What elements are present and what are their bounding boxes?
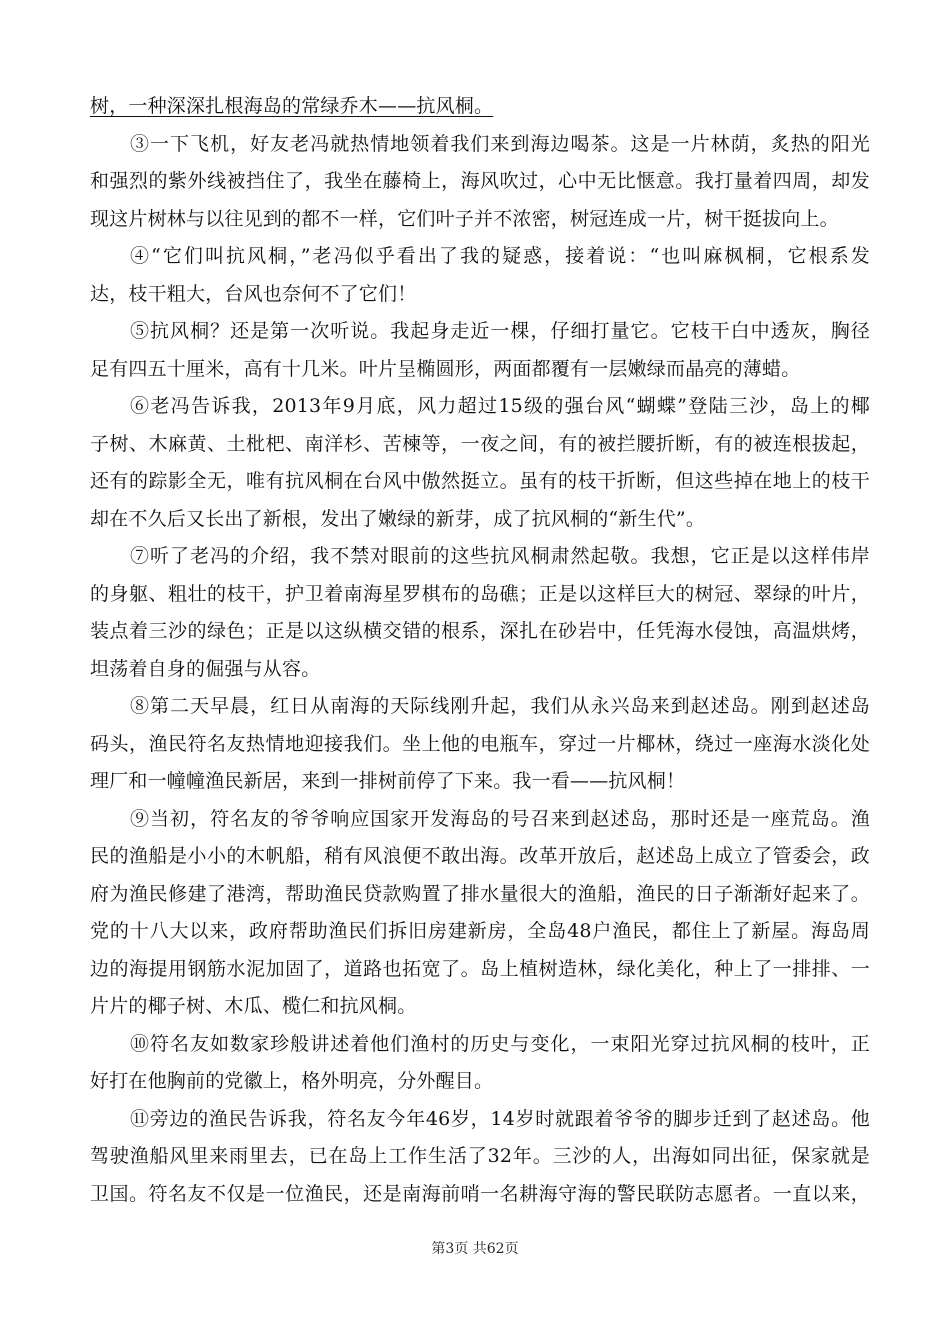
text-line-content: 却在不久后又长出了新根，发出了嫩绿的新芽，成了抗风桐的“新生代”。 — [90, 507, 706, 530]
document-body — [90, 88, 870, 1213]
text-line-content: 和强烈的紫外线被挡住了，我坐在藤椅上，海风吹过，心中无比惬意。我打量着四周，却发 — [90, 170, 870, 192]
text-line — [90, 238, 870, 276]
text-line-content: 府为渔民修建了港湾，帮助渔民贷款购置了排水量很大的渔船，渔民的日子渐渐好起来了。 — [90, 882, 870, 905]
text-line-content: ⑪旁边的渔民告诉我，符名友今年46岁，14岁时就跟着爷爷的脚步迁到了赵述岛。他 — [130, 1107, 870, 1130]
text-line — [90, 913, 870, 951]
text-line-content: 好打在他胸前的党徽上，格外明亮，分外醒目。 — [90, 1070, 494, 1092]
text-line — [90, 726, 870, 764]
text-line-content: ④“它们叫抗风桐，”老冯似乎看出了我的疑惑，接着说：“也叫麻枫桐，它根系发 — [130, 245, 870, 267]
text-line-content: 驾驶渔船风里来雨里去，已在岛上工作生活了32年。三沙的人，出海如同出征，保家就是 — [90, 1145, 870, 1167]
text-line-content: 理厂和一幢幢渔民新居，来到一排树前停了下来。我一看——抗风桐！ — [90, 770, 686, 792]
text-line-content: 片片的椰子树、木瓜、榄仁和抗风桐。 — [90, 995, 417, 1017]
text-line-content: 民的渔船是小小的木帆船，稍有风浪便不敢出海。改革开放后，赵述岛上成立了管委会，政 — [90, 845, 870, 867]
text-line-content: 子树、木麻黄、土枇杷、南洋杉、苦楝等，一夜之间，有的被拦腰折断，有的被连根拔起， — [90, 432, 870, 455]
text-line — [90, 688, 870, 726]
page-footer — [0, 1238, 950, 1258]
text-line — [90, 463, 870, 501]
text-line — [90, 1063, 870, 1101]
text-line — [90, 988, 870, 1026]
text-line-content: ⑨当初，符名友的爷爷响应国家开发海岛的号召来到赵述岛，那时还是一座荒岛。渔 — [130, 807, 870, 830]
text-line — [90, 126, 870, 164]
text-line-content: 边的海提用钢筋水泥加固了，道路也拓宽了。岛上植树造林，绿化美化，种上了一排排、一 — [90, 957, 870, 980]
text-line — [90, 88, 870, 126]
text-line — [90, 276, 870, 314]
text-line-content: ③一下飞机，好友老冯就热情地领着我们来到海边喝茶。这是一片林荫，炙热的阳光 — [130, 132, 870, 155]
text-line-content: 坦荡着自身的倔强与从容。 — [90, 657, 321, 680]
text-line-content: 现这片树林与以往见到的都不一样，它们叶子并不浓密，树冠连成一片，树干挺拔向上。 — [90, 207, 839, 230]
text-line — [90, 763, 870, 801]
text-line-content: ⑦听了老冯的介绍，我不禁对眼前的这些抗风桐肃然起敬。我想，它正是以这样伟岸 — [130, 545, 870, 567]
text-line — [90, 876, 870, 914]
text-line — [90, 838, 870, 876]
text-line-content: ⑩符名友如数家珍般讲述着他们渔村的历史与变化，一束阳光穿过抗风桐的枝叶，正 — [130, 1032, 870, 1055]
text-line — [90, 163, 870, 201]
text-line — [90, 613, 870, 651]
text-line — [90, 538, 870, 576]
text-line — [90, 1176, 870, 1214]
text-line-content: 达，枝干粗大，台风也奈何不了它们！ — [90, 282, 417, 305]
text-line-content: 党的十八大以来，政府帮助渔民们拆旧房建新房，全岛48户渔民，都住上了新屋。海岛周 — [90, 920, 870, 942]
text-line — [90, 426, 870, 464]
text-line-content: 卫国。符名友不仅是一位渔民，还是南海前哨一名耕海守海的警民联防志愿者。一直以来， — [90, 1182, 870, 1205]
text-line-content: ⑧第二天早晨，红日从南海的天际线刚升起，我们从永兴岛来到赵述岛。刚到赵述岛 — [130, 695, 870, 717]
text-line — [90, 201, 870, 239]
text-line — [90, 576, 870, 614]
text-line — [90, 651, 870, 689]
text-line — [90, 1026, 870, 1064]
text-line-content: 的身躯、粗壮的枝干，护卫着南海星罗棋布的岛礁；正是以这样巨大的树冠、翠绿的叶片， — [90, 582, 870, 605]
text-line — [90, 501, 870, 539]
text-line — [90, 1138, 870, 1176]
text-line-content: 码头，渔民符名友热情地迎接我们。坐上他的电瓶车，穿过一片椰林，绕过一座海水淡化处 — [90, 732, 870, 755]
page-number-text: 第3页 共62页 — [431, 1241, 519, 1257]
text-line — [90, 388, 870, 426]
text-line — [90, 1101, 870, 1139]
text-line — [90, 951, 870, 989]
text-line-content: 足有四五十厘米，高有十几米。叶片呈椭圆形，两面都覆有一层嫩绿而晶亮的薄蜡。 — [90, 357, 801, 380]
text-line-content: ⑥老冯告诉我，2013年9月底，风力超过15级的强台风“蝴蝶”登陆三沙，岛上的椰 — [130, 395, 870, 417]
text-line-content: 树，一种深深扎根海岛的常绿乔木——抗风桐。 — [90, 95, 494, 117]
text-line-content: 装点着三沙的绿色；正是以这纵横交错的根系，深扎在砂岩中，任凭海水侵蚀，高温烘烤， — [90, 620, 870, 642]
text-line-content: ⑤抗风桐？还是第一次听说。我起身走近一棵，仔细打量它。它枝干白中透灰，胸径 — [130, 320, 870, 342]
text-line — [90, 351, 870, 389]
text-line — [90, 801, 870, 839]
text-line — [90, 313, 870, 351]
text-line-content: 还有的踪影全无，唯有抗风桐在台风中傲然挺立。虽有的枝干折断，但这些掉在地上的枝干 — [90, 470, 870, 492]
